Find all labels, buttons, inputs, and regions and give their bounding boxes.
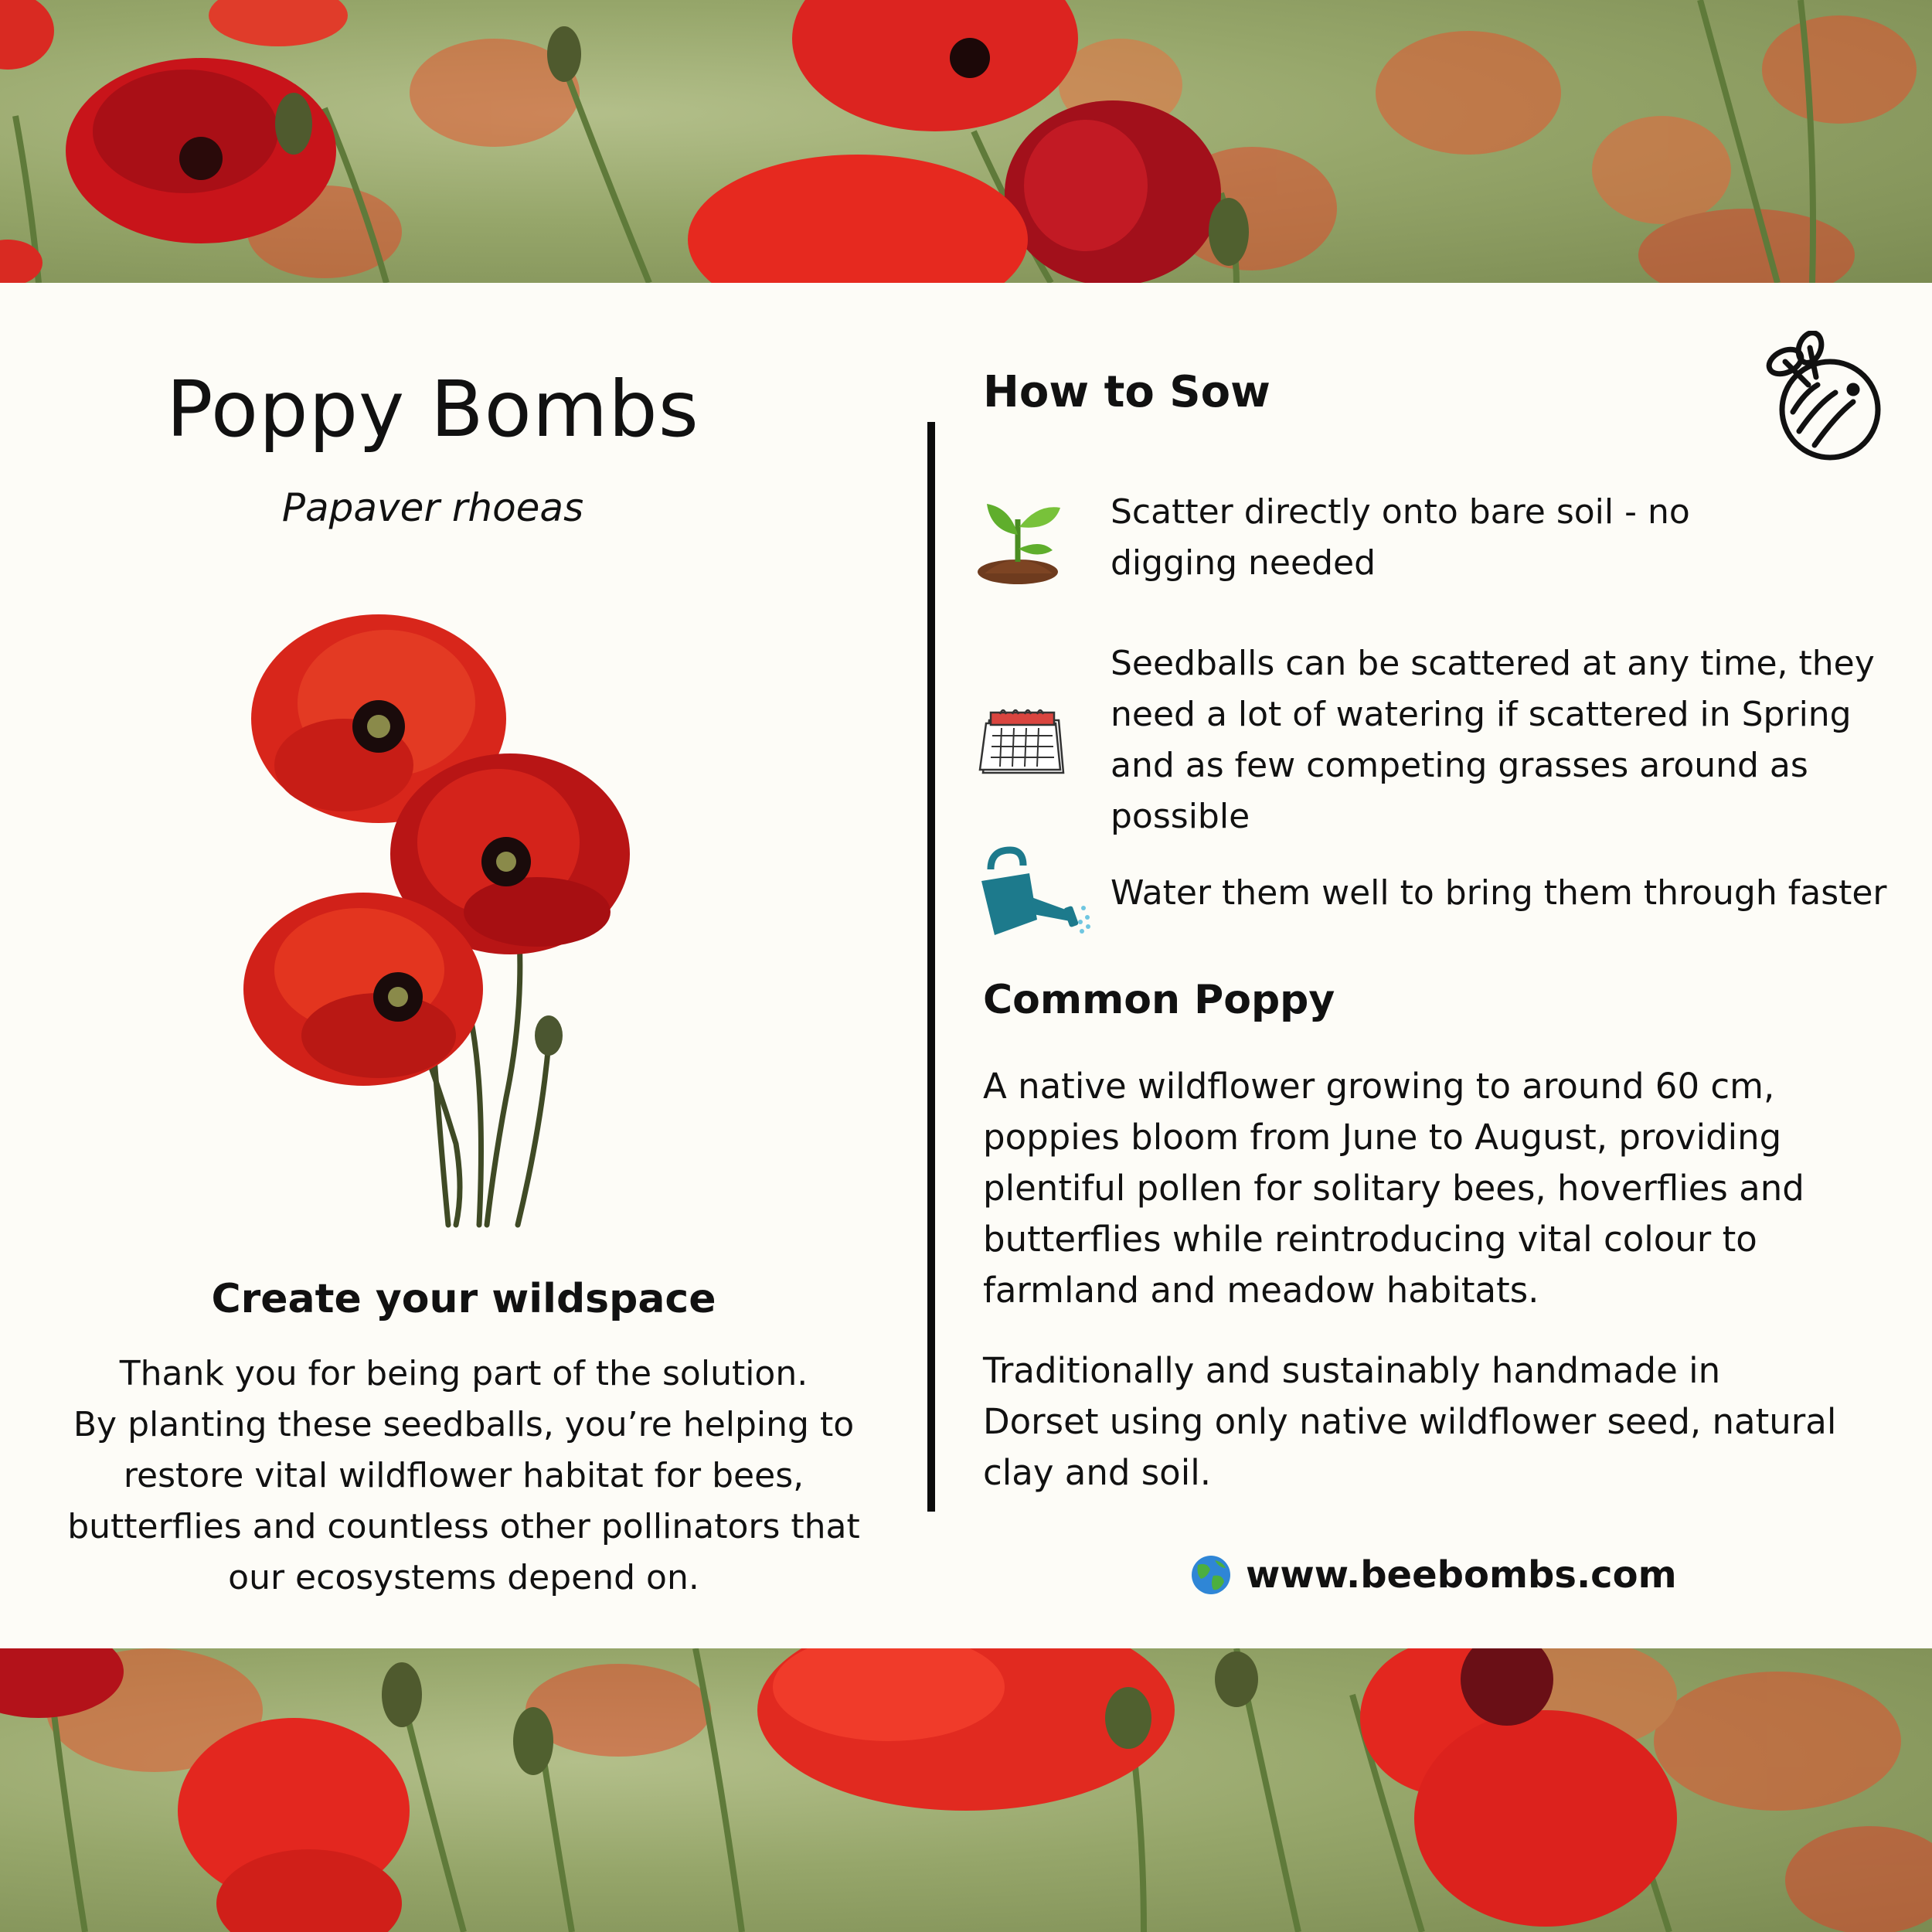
globe-icon	[1190, 1554, 1232, 1596]
sow-step-line: need a lot of watering if scattered in Spring	[1111, 695, 1852, 734]
common-poppy-description	[983, 1061, 1910, 1316]
wildspace-line: Thank you for being part of the solution.	[119, 1354, 808, 1393]
bottom-poppy-field-banner	[0, 1648, 1932, 1932]
sow-step-3-text	[1111, 868, 1922, 919]
sow-step-line: possible	[1111, 797, 1250, 836]
description-line: farmland and meadow habitats.	[983, 1270, 1539, 1311]
bee-logo-icon	[1762, 331, 1886, 466]
description-line: A native wildflower growing to around 60 cm,	[983, 1066, 1775, 1107]
scientific-name: Papaver rhoeas	[281, 485, 584, 530]
description-line: butterflies while reintroducing vital colour to	[983, 1219, 1757, 1260]
seedling-icon	[975, 488, 1068, 585]
page-title: Poppy Bombs	[166, 364, 699, 454]
description-line: plentiful pollen for solitary bees, hoverflies and	[983, 1168, 1804, 1209]
sow-step-1-text	[1111, 487, 1922, 589]
sow-step-line: digging needed	[1111, 543, 1376, 583]
watering-can-icon	[975, 846, 1091, 943]
poppy-illustration	[232, 603, 665, 1236]
handmade-line: clay and soil.	[983, 1452, 1212, 1493]
website-url[interactable]: www.beebombs.com	[1246, 1553, 1677, 1597]
wildspace-text	[23, 1349, 904, 1604]
how-to-sow-heading: How to Sow	[983, 367, 1270, 417]
handmade-note	[983, 1345, 1910, 1498]
sow-step-line: and as few competing grasses around as	[1111, 746, 1808, 785]
wildspace-line: our ecosystems depend on.	[228, 1558, 699, 1597]
sow-step-line: Seedballs can be scattered at any time, they	[1111, 644, 1875, 683]
wildspace-heading: Create your wildspace	[211, 1276, 716, 1322]
website-link[interactable]	[1190, 1553, 1677, 1597]
description-line: poppies bloom from June to August, providing	[983, 1117, 1782, 1158]
handmade-line: Dorset using only native wildflower seed, natural	[983, 1401, 1837, 1442]
common-poppy-heading: Common Poppy	[983, 977, 1335, 1023]
top-poppy-field-banner	[0, 0, 1932, 283]
wildspace-line: By planting these seedballs, you’re helping to	[73, 1405, 855, 1444]
wildspace-line: restore vital wildflower habitat for bees,	[123, 1456, 804, 1495]
column-divider	[927, 422, 935, 1512]
sow-step-line: Scatter directly onto bare soil - no	[1111, 492, 1690, 532]
wildspace-line: butterflies and countless other pollinators that	[67, 1507, 860, 1546]
handmade-line: Traditionally and sustainably handmade in	[983, 1350, 1721, 1391]
sow-step-2-text	[1111, 638, 1922, 842]
calendar-icon	[975, 703, 1068, 777]
sow-step-line: Water them well to bring them through faster	[1111, 873, 1887, 913]
